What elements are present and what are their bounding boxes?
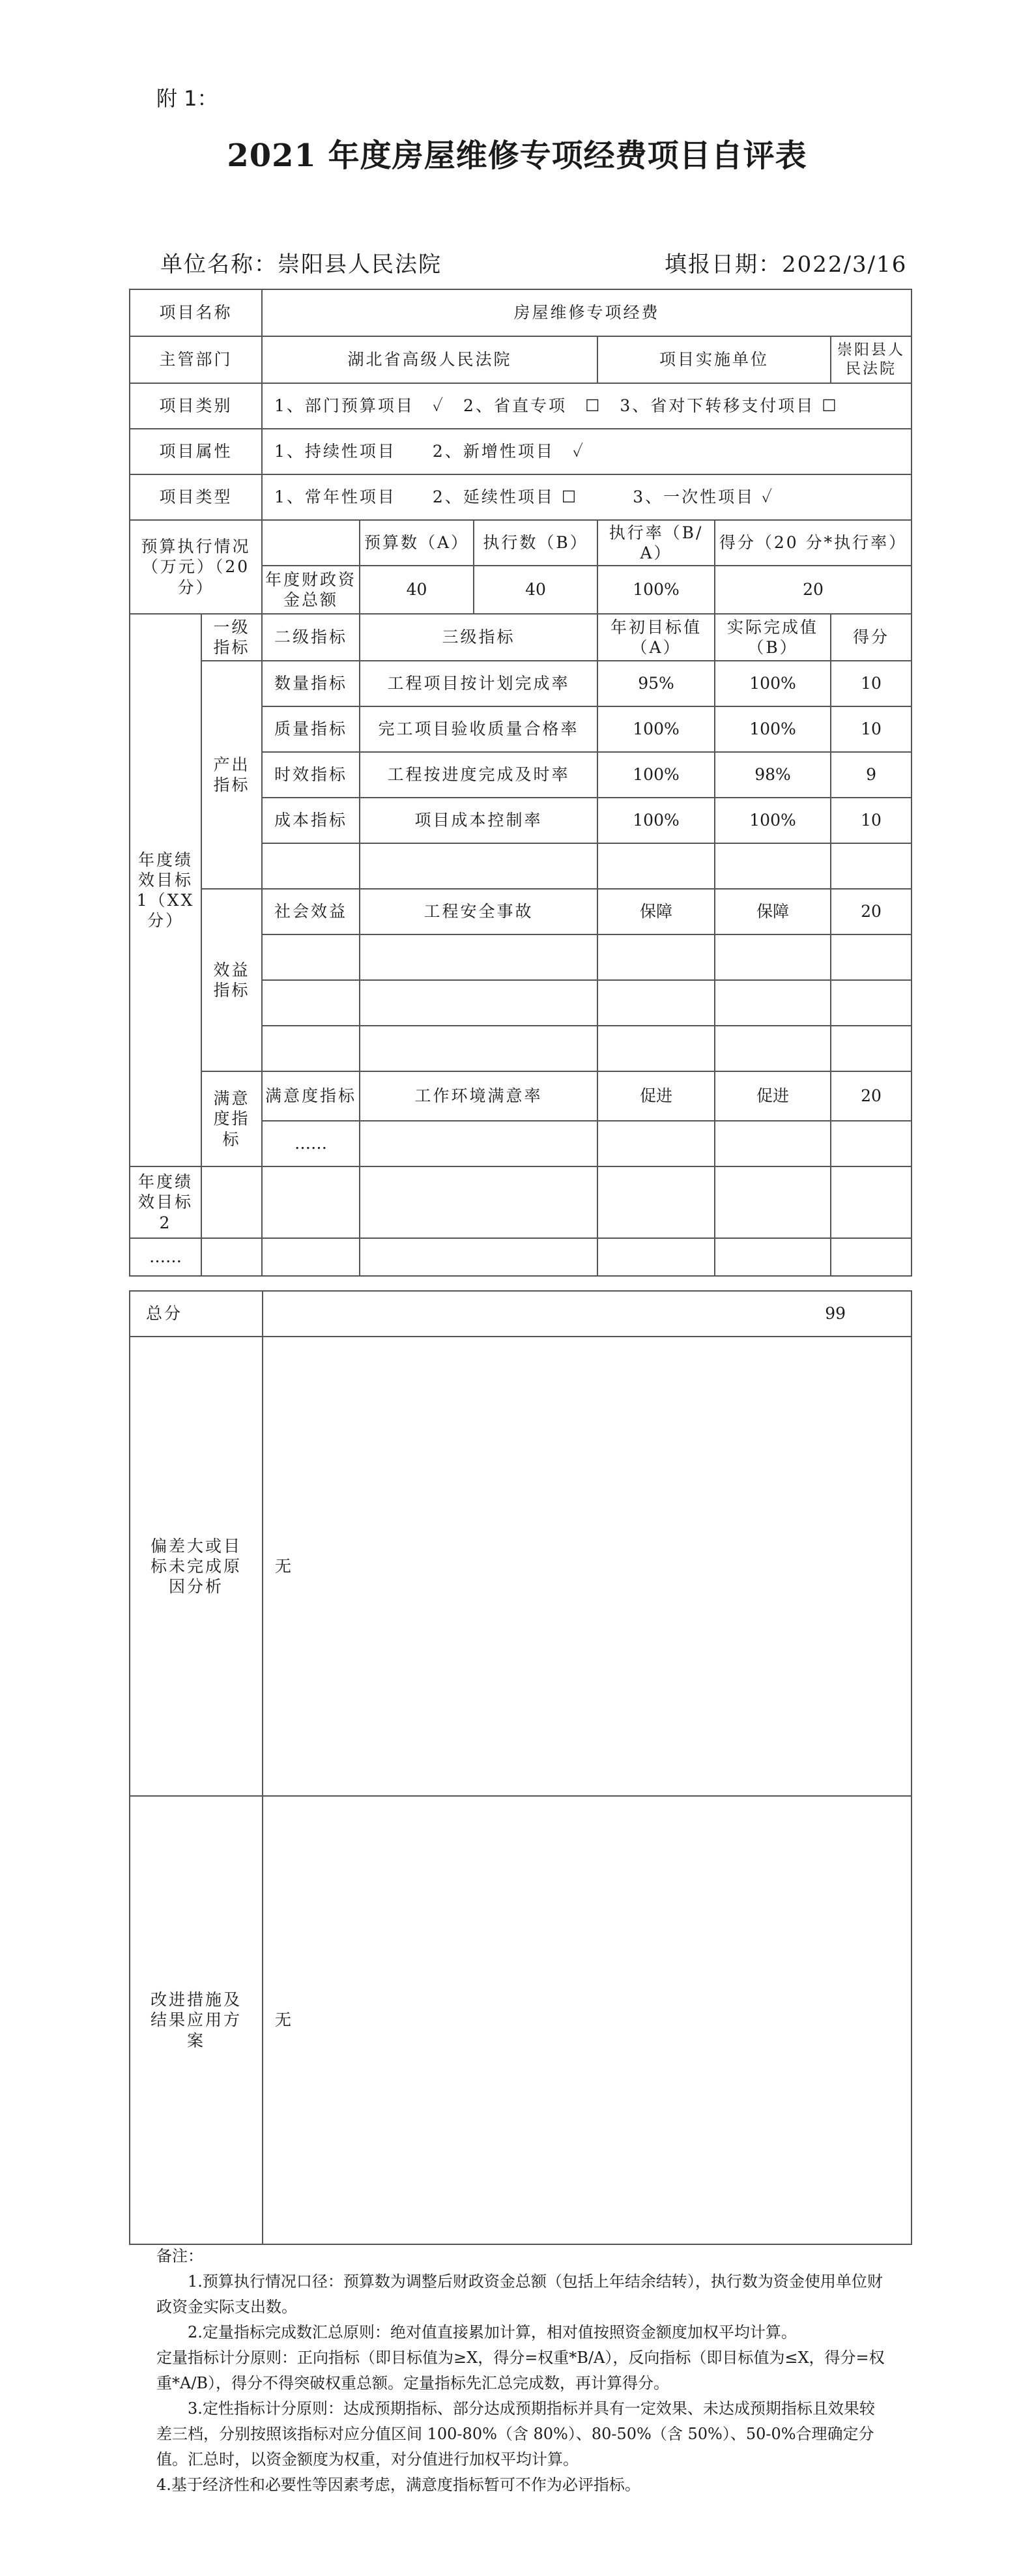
- row-score: 10: [831, 661, 912, 706]
- impl-value: 崇阳县人民法院: [831, 336, 912, 383]
- row-actual: 100%: [715, 798, 831, 843]
- notes-title: 备注：: [156, 2247, 203, 2265]
- table-row: [130, 1071, 912, 1121]
- row-l3: 工程按进度完成及时率: [360, 752, 597, 798]
- row-l3: 工作环境满意率: [360, 1071, 597, 1121]
- header-score: 得分: [831, 614, 912, 661]
- row-actual: 100%: [715, 661, 831, 706]
- row-actual: 98%: [715, 752, 831, 798]
- row-score: 20: [831, 1071, 912, 1121]
- row-l3: 完工项目验收质量合格率: [360, 706, 597, 752]
- table-row: [130, 1166, 912, 1238]
- evaluation-table: [129, 289, 912, 1277]
- project-name: 房屋维修专项经费: [262, 289, 912, 336]
- output-label: 产出指标: [201, 661, 262, 889]
- notes: [156, 2244, 886, 2498]
- improve-label: 改进措施及结果应用方案: [130, 1796, 263, 2244]
- row-l2: 数量指标: [262, 661, 360, 706]
- attachment-label: 附 1：: [156, 86, 218, 111]
- note-4: 4.基于经济性和必要性等因素考虑，满意度指标暂可不作为必评指标。: [156, 2476, 640, 2494]
- project-name-label: 项目名称: [130, 289, 262, 336]
- budget-corner: [262, 520, 360, 566]
- budget-value: 40: [360, 566, 474, 614]
- note-1: 1.预算执行情况口径：预算数为调整后财政资金总额（包括上年结余结转），执行数为资金使用单位财政资金实际支出数。: [156, 2272, 883, 2316]
- row-ellipsis: ……: [262, 1121, 360, 1166]
- improve-value: 无: [263, 1796, 912, 2244]
- row-target: 100%: [597, 752, 715, 798]
- goal1-label: 年度绩效目标 1（XX 分）: [130, 614, 201, 1166]
- total-value: 99: [263, 1291, 912, 1337]
- row-l2: 时效指标: [262, 752, 360, 798]
- row-l3: 工程项目按计划完成率: [360, 661, 597, 706]
- budget-label: 预算执行情况（万元）（20 分）: [130, 520, 262, 614]
- dept-label: 主管部门: [130, 336, 262, 383]
- row-score: 20: [831, 889, 912, 934]
- budget-col-score: 得分（20 分*执行率）: [715, 520, 912, 566]
- row-l2: 质量指标: [262, 706, 360, 752]
- row-score: 10: [831, 798, 912, 843]
- category-label: 项目类别: [130, 383, 262, 429]
- table-row: [130, 1238, 912, 1276]
- page-title: 2021 年度房屋维修专项经费项目自评表: [227, 137, 807, 174]
- row-target: 促进: [597, 1071, 715, 1121]
- row-score: 10: [831, 706, 912, 752]
- row-l2: 成本指标: [262, 798, 360, 843]
- row-target: 保障: [597, 889, 715, 934]
- unit-name: 单位名称：崇阳县人民法院: [160, 252, 442, 278]
- total-label: 总分: [130, 1291, 263, 1337]
- row-l3: 工程安全事故: [360, 889, 597, 934]
- header-actual: 实际完成值（B）: [715, 614, 831, 661]
- header-level3: 三级指标: [360, 614, 597, 661]
- budget-col-exec: 执行数（B）: [474, 520, 597, 566]
- note-2b: 定量指标计分原则：正向指标（即目标值为≥X，得分=权重*B/A），反向指标（即目标值为≤X，得分=权重*A/B），得分不得突破权重总额。定量指标先汇总完成数，再计算得分。: [156, 2349, 885, 2392]
- row-l3: 项目成本控制率: [360, 798, 597, 843]
- budget-col-budget: 预算数（A）: [360, 520, 474, 566]
- report-date: 填报日期：2022/3/16: [665, 252, 908, 278]
- goal-ellipsis: ……: [130, 1238, 201, 1276]
- row-actual: 100%: [715, 706, 831, 752]
- impl-label: 项目实施单位: [597, 336, 831, 383]
- row-score: 9: [831, 752, 912, 798]
- category-value: 1、部门预算项目 ✓ 2、省直专项 ☐ 3、省对下转移支付项目 ☐: [262, 383, 912, 429]
- note-2a: 2.定量指标完成数汇总原则：绝对值直接累加计算，相对值按照资金额度加权平均计算。: [188, 2323, 797, 2341]
- note-3: 3.定性指标计分原则：达成预期指标、部分达成预期指标并具有一定效果、未达成预期指标且效果较差三档，分别按照该指标对应分值区间 100-80%（含 80%）、80-50%（含 50%）、50-0%合理确定分值。汇总时，以资金额度为权重，对分值进行加权平均计算。: [156, 2399, 875, 2468]
- satisfaction-label: 满意度指标: [201, 1071, 262, 1166]
- header-level2: 二级指标: [262, 614, 360, 661]
- benefit-label: 效益指标: [201, 889, 262, 1071]
- row-actual: 促进: [715, 1071, 831, 1121]
- row-target: 100%: [597, 798, 715, 843]
- budget-row-label: 年度财政资金总额: [262, 566, 360, 614]
- deviation-value: 无: [263, 1337, 912, 1796]
- row-l2: 社会效益: [262, 889, 360, 934]
- header-level1: 一级指标: [201, 614, 262, 661]
- type-value: 1、常年性项目 2、延续性项目 ☐ 3、一次性项目 ✓: [262, 474, 912, 520]
- row-target: 100%: [597, 706, 715, 752]
- exec-value: 40: [474, 566, 597, 614]
- table-row: [130, 661, 912, 706]
- budget-col-rate: 执行率（B/A）: [597, 520, 715, 566]
- goal2-label: 年度绩效目标 2: [130, 1166, 201, 1238]
- row-actual: 保障: [715, 889, 831, 934]
- deviation-label: 偏差大或目标未完成原因分析: [130, 1337, 263, 1796]
- dept-value: 湖北省高级人民法院: [262, 336, 597, 383]
- attribute-value: 1、持续性项目 2、新增性项目 ✓: [262, 429, 912, 474]
- row-l2: 满意度指标: [262, 1071, 360, 1121]
- summary-table: [129, 1290, 912, 2245]
- attribute-label: 项目属性: [130, 429, 262, 474]
- header-target: 年初目标值（A）: [597, 614, 715, 661]
- budget-score: 20: [715, 566, 912, 614]
- table-row: [130, 889, 912, 934]
- type-label: 项目类型: [130, 474, 262, 520]
- rate-value: 100%: [597, 566, 715, 614]
- row-target: 95%: [597, 661, 715, 706]
